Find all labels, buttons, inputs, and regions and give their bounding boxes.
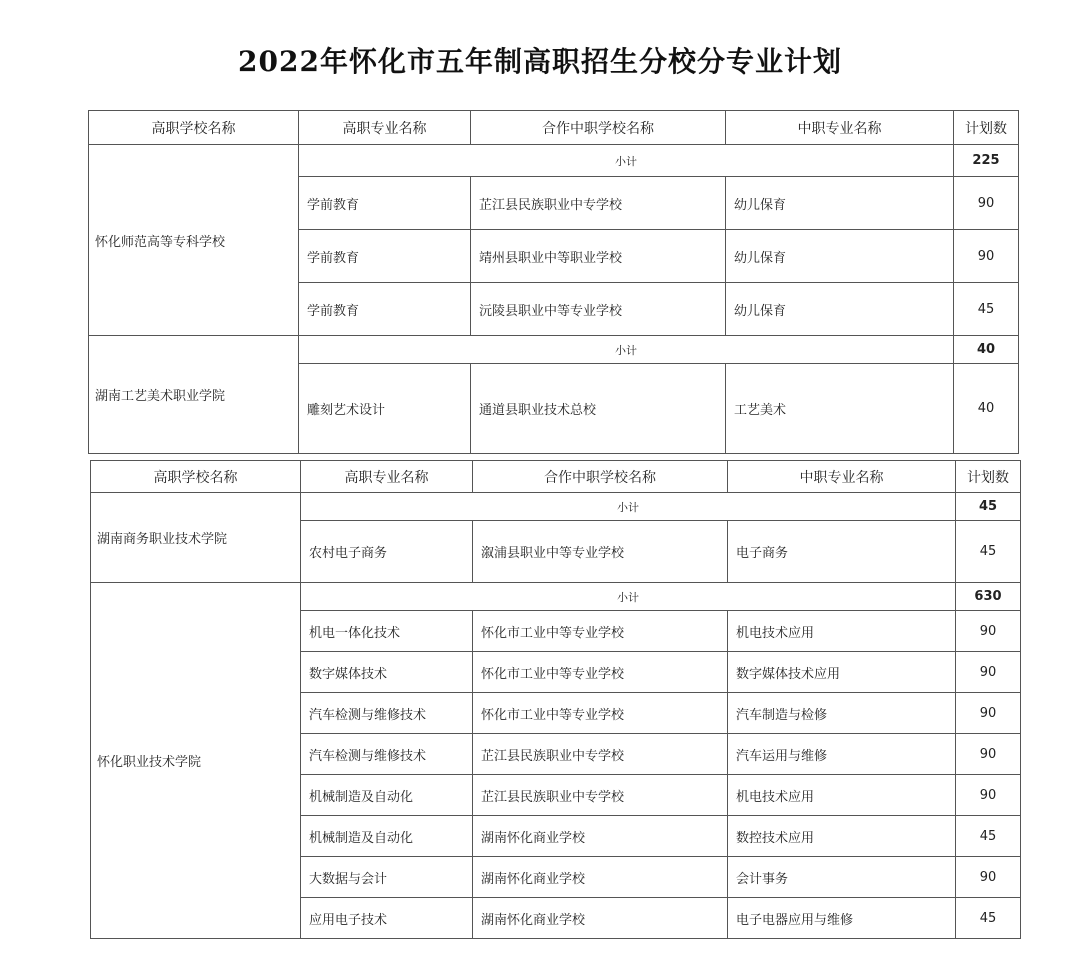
plan-table-2 xyxy=(90,460,1021,939)
subtotal-row xyxy=(89,336,1019,364)
header-count: 计划数 xyxy=(954,111,1019,145)
plan-count: 90 xyxy=(956,775,1021,816)
partner-school: 通道县职业技术总校 xyxy=(471,364,726,454)
header-major: 高职专业名称 xyxy=(299,111,471,145)
vocational-major: 幼儿保育 xyxy=(726,230,954,283)
major-name: 应用电子技术 xyxy=(301,898,473,939)
subtotal-row xyxy=(91,493,1021,521)
subtotal-row xyxy=(91,583,1021,611)
partner-school: 湖南怀化商业学校 xyxy=(473,857,728,898)
partner-school: 溆浦县职业中等专业学校 xyxy=(473,521,728,583)
header-major: 高职专业名称 xyxy=(301,461,473,493)
major-name: 大数据与会计 xyxy=(301,857,473,898)
partner-school: 芷江县民族职业中专学校 xyxy=(473,734,728,775)
subtotal-value: 40 xyxy=(954,336,1019,364)
plan-count: 90 xyxy=(956,652,1021,693)
plan-count: 45 xyxy=(954,283,1019,336)
partner-school: 怀化市工业中等专业学校 xyxy=(473,652,728,693)
major-name: 农村电子商务 xyxy=(301,521,473,583)
subtotal-value: 45 xyxy=(956,493,1021,521)
major-name: 学前教育 xyxy=(299,283,471,336)
subtotal-value: 630 xyxy=(956,583,1021,611)
vocational-major: 汽车运用与维修 xyxy=(728,734,956,775)
partner-school: 靖州县职业中等职业学校 xyxy=(471,230,726,283)
table-header-row xyxy=(91,461,1021,493)
subtotal-label: 小计 xyxy=(301,493,956,521)
partner-school: 芷江县民族职业中专学校 xyxy=(473,775,728,816)
plan-count: 45 xyxy=(956,521,1021,583)
vocational-major: 工艺美术 xyxy=(726,364,954,454)
partner-school: 沅陵县职业中等专业学校 xyxy=(471,283,726,336)
header-partner-school: 合作中职学校名称 xyxy=(471,111,726,145)
header-school: 高职学校名称 xyxy=(91,461,301,493)
major-name: 机械制造及自动化 xyxy=(301,775,473,816)
major-name: 雕刻艺术设计 xyxy=(299,364,471,454)
subtotal-row xyxy=(89,145,1019,177)
plan-count: 90 xyxy=(956,857,1021,898)
header-vocational-major: 中职专业名称 xyxy=(726,111,954,145)
subtotal-label: 小计 xyxy=(299,145,954,177)
partner-school: 芷江县民族职业中专学校 xyxy=(471,177,726,230)
major-name: 数字媒体技术 xyxy=(301,652,473,693)
plan-table-1 xyxy=(88,110,1019,454)
partner-school: 怀化市工业中等专业学校 xyxy=(473,611,728,652)
plan-count: 90 xyxy=(956,693,1021,734)
partner-school: 湖南怀化商业学校 xyxy=(473,816,728,857)
major-name: 机电一体化技术 xyxy=(301,611,473,652)
plan-count: 90 xyxy=(954,177,1019,230)
major-name: 机械制造及自动化 xyxy=(301,816,473,857)
vocational-major: 幼儿保育 xyxy=(726,283,954,336)
page-title: 2022年怀化市五年制高职招生分校分专业计划 xyxy=(238,45,842,78)
vocational-major: 汽车制造与检修 xyxy=(728,693,956,734)
header-vocational-major: 中职专业名称 xyxy=(728,461,956,493)
vocational-major: 数字媒体技术应用 xyxy=(728,652,956,693)
subtotal-value: 225 xyxy=(954,145,1019,177)
major-name: 汽车检测与维修技术 xyxy=(301,734,473,775)
table-header-row xyxy=(89,111,1019,145)
subtotal-label: 小计 xyxy=(301,583,956,611)
vocational-major: 电子商务 xyxy=(728,521,956,583)
major-name: 学前教育 xyxy=(299,230,471,283)
plan-count: 90 xyxy=(956,611,1021,652)
header-count: 计划数 xyxy=(956,461,1021,493)
plan-count: 90 xyxy=(954,230,1019,283)
school-name: 湖南商务职业技术学院 xyxy=(91,493,301,583)
vocational-major: 幼儿保育 xyxy=(726,177,954,230)
school-name: 怀化职业技术学院 xyxy=(91,583,301,939)
header-partner-school: 合作中职学校名称 xyxy=(473,461,728,493)
vocational-major: 机电技术应用 xyxy=(728,775,956,816)
plan-count: 90 xyxy=(956,734,1021,775)
vocational-major: 机电技术应用 xyxy=(728,611,956,652)
plan-count: 40 xyxy=(954,364,1019,454)
major-name: 学前教育 xyxy=(299,177,471,230)
vocational-major: 电子电器应用与维修 xyxy=(728,898,956,939)
partner-school: 湖南怀化商业学校 xyxy=(473,898,728,939)
school-name: 湖南工艺美术职业学院 xyxy=(89,336,299,454)
vocational-major: 会计事务 xyxy=(728,857,956,898)
plan-count: 45 xyxy=(956,898,1021,939)
header-school: 高职学校名称 xyxy=(89,111,299,145)
vocational-major: 数控技术应用 xyxy=(728,816,956,857)
plan-count: 45 xyxy=(956,816,1021,857)
major-name: 汽车检测与维修技术 xyxy=(301,693,473,734)
subtotal-label: 小计 xyxy=(299,336,954,364)
partner-school: 怀化市工业中等专业学校 xyxy=(473,693,728,734)
school-name: 怀化师范高等专科学校 xyxy=(89,145,299,336)
